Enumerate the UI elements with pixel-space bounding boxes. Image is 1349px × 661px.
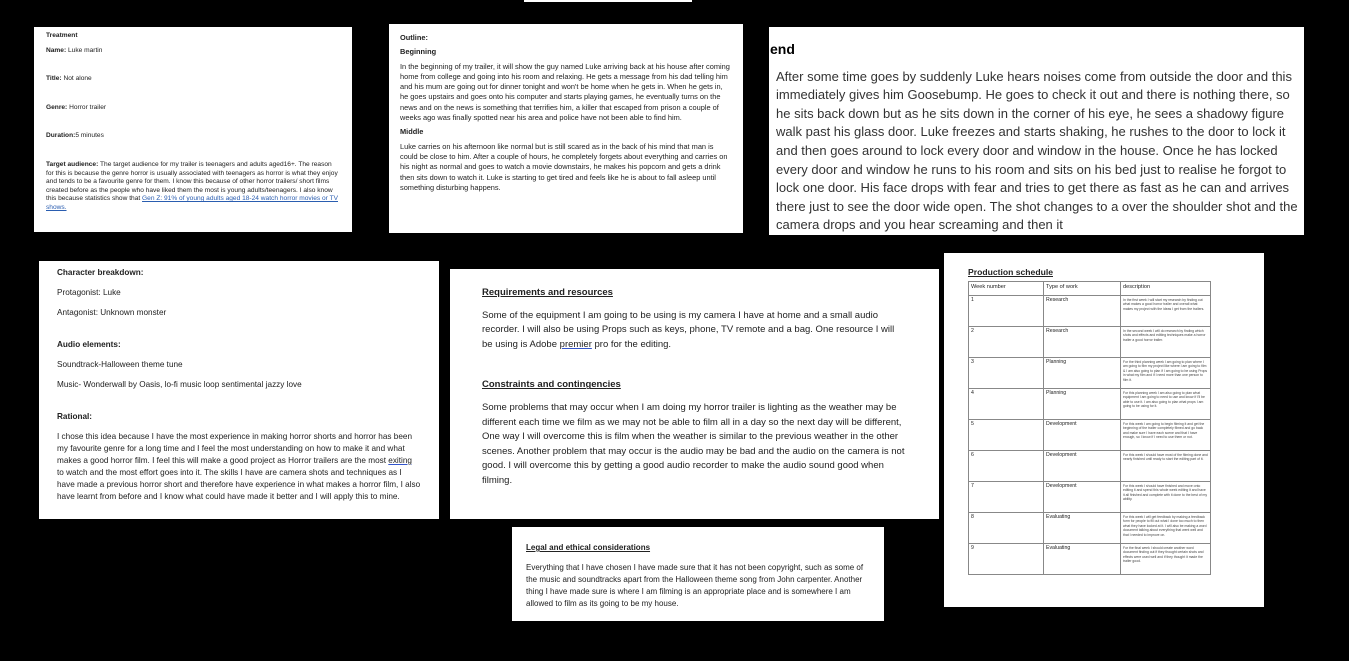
description-cell: In the second week I will do research by finding which shots and effects and editing techniques make a horror trailer a good horror trailer. xyxy=(1121,327,1211,358)
constraints-text: Some problems that may occur when I am doing my horror trailer is lighting as the weather may be different each time we film as we may not be able to film all in a day so the next day will be different, One way I will overcome this is film when the weather is similar to the previous weather in the other scenes. Another problem that may occur is the audio may be bad and the audio on the camera is not good. I will overcome this by getting a good audio recorder to make the audio sound good when filming. xyxy=(482,401,905,486)
middle-text: Luke carries on his afternoon like normal but is still scared as in the back of his mind that man is could be close to him. After a couple of hours, he completely forgets about everything and carries on his night as normal and goes to watch a movie downstairs, he makes his popcorn and gets a drink then sits down to watch it. Luke is starting to get tired and feels like he is about to fall asleep until something disturbing happens. xyxy=(400,141,728,192)
type-cell: Development xyxy=(1044,420,1121,451)
description-cell: In the first week I will start my research by finding out what makes a good horror trailer and overall what makes my project with the ideas I get from the trailers. xyxy=(1121,296,1211,327)
ending-text: After some time goes by suddenly Luke hears noises come from outside the door and this immediately gives him Goosebump. He goes to check it out and there is nothing there, so he sits back down but as he sits down in the corner of his eye, he sees a shadowy figure walk past his glass door. Luke freezes and starts shaking, he rushes to the door to lock it and then goes around to lock every door and window in the house. Once he has locked every door and window he runs to his room and sits on his bed just to realise he forgot to lock one door. His face drops with fear and tries to get there as fast as he can and arrives there just to see the door wide open. The shot changes to a over the shoulder shot and the camera drops and you hear screaming and then it xyxy=(776,68,1298,233)
table-row xyxy=(969,420,1211,451)
legal-text: Everything that I have chosen I have made sure that it has not been copyright, such as some of the music and soundtracks apart from the Halloween theme song from John carpenter. Another thing I have made sure is where I am filming is an appropriate place and is somewhere I am allowed to film as its going to be my house. xyxy=(526,563,864,608)
description-cell: For this week I will get feedback by making a feedback form for people to fill out what I done too much to then what they have looked at it. I will also be making a word document talking about everything that went well and that I needed to improve on. xyxy=(1121,513,1211,544)
col-week: Week number xyxy=(969,282,1044,296)
week-cell: 8 xyxy=(969,513,1044,544)
treatment-card xyxy=(34,27,352,232)
protagonist: Protagonist: Luke xyxy=(57,288,121,297)
week-cell: 3 xyxy=(969,358,1044,389)
type-cell: Development xyxy=(1044,451,1121,482)
beginning-text: In the beginning of my trailer, it will show the guy named Luke arriving back at his house after coming home from college and going into his room and relaxing. He gets a message from his dad telling him and his mum are going out for dinner tonight and won't be home when he gets in. When he gets in, he goes upstairs and goes onto his computer and starts playing games, he eventually turns on the news and on the news is something that terrifies him, a killer that escaped from prison a couple of weeks ago was finally spotted near his area and police have not been able to find him. xyxy=(400,61,730,123)
description-cell: For the final week I should create another word document finding out if they thought certain shots and effects were used well and if they thought it made the trailer good. xyxy=(1121,544,1211,575)
statistics-link[interactable]: Gen Z: 91% of young adults aged 18-24 watch horror movies or TV shows. xyxy=(46,195,338,211)
type-cell: Evaluating xyxy=(1044,513,1121,544)
legal-heading: Legal and ethical considerations xyxy=(526,543,651,552)
week-cell: 9 xyxy=(969,544,1044,575)
requirements-text: Some of the equipment I am going to be using is my camera I have at home and a small audio recorder. I will also be using Props such as keys, phone, TV remote and a bag. One resource I will be using is Adobe premier pro for the editing. xyxy=(482,309,895,350)
character-heading: Character breakdown: xyxy=(57,268,144,277)
table-row xyxy=(969,544,1211,575)
flagged-word: premier xyxy=(559,338,592,350)
constraints-heading: Constraints and contingencies xyxy=(482,379,621,391)
antagonist: Antagonist: Unknown monster xyxy=(57,308,167,317)
audio-heading: Audio elements: xyxy=(57,340,121,349)
schedule-header-row xyxy=(969,282,1211,296)
description-cell: For this week I am going to begin filming it and get the beginning of the trailer completely filmed and go back and make sure I have each scene and that I have enough, so I know if I need to use them or not. xyxy=(1121,420,1211,451)
table-row xyxy=(969,513,1211,544)
type-cell: Planning xyxy=(1044,389,1121,420)
week-cell: 6 xyxy=(969,451,1044,482)
treatment-title: Title: Not alone xyxy=(46,75,92,83)
rational-heading: Rational: xyxy=(57,412,93,421)
schedule-title: Production schedule xyxy=(968,267,1053,277)
type-cell: Evaluating xyxy=(1044,544,1121,575)
rational-text: I chose this idea because I have the most experience in making horror shorts and horror has been my favourite genre for a long time and I feel the most understanding on how to make it and what makes a good horror film. I feel this will make a good project as Horror trailers are the most exiting to watch and the most effort goes into it. The skills I have are camera shots and techniques as I have made a previous horror short and therefore have experience in what makes a horror film, I also have learnt from before and I know what could have made it better and I will apply this to mine. xyxy=(57,432,421,501)
table-row xyxy=(969,482,1211,513)
top-edge-strip xyxy=(524,0,692,2)
character-card xyxy=(39,261,439,519)
treatment-name: Name: Luke martin xyxy=(46,46,103,54)
beginning-heading: Beginning xyxy=(400,47,437,57)
requirements-heading: Requirements and resources xyxy=(482,287,613,298)
week-cell: 2 xyxy=(969,327,1044,358)
type-cell: Planning xyxy=(1044,358,1121,389)
week-cell: 1 xyxy=(969,296,1044,327)
schedule-table xyxy=(968,281,1211,575)
middle-heading: Middle xyxy=(400,127,424,137)
music: Music- Wonderwall by Oasis, lo-fi music loop sentimental jazzy love xyxy=(57,380,302,389)
misspelled-word: exiting xyxy=(388,456,412,465)
table-row xyxy=(969,451,1211,482)
col-type: Type of work xyxy=(1044,282,1121,296)
outline-card xyxy=(389,24,743,233)
outline-heading: Outline: xyxy=(400,33,428,42)
table-row xyxy=(969,389,1211,420)
table-row xyxy=(969,296,1211,327)
requirements-card xyxy=(450,269,939,519)
treatment-genre: Genre: Horror trailer xyxy=(46,103,107,111)
description-cell: For the third planning week I am going to plan where I am going to film my project like where I am going to film & I am also going to plan if I am going to be using Props in what my film and if I need more than one person to film it. xyxy=(1121,358,1211,389)
schedule-card xyxy=(944,253,1264,607)
week-cell: 7 xyxy=(969,482,1044,513)
ending-heading: end xyxy=(770,41,795,57)
ending-card xyxy=(769,27,1304,235)
treatment-heading: Treatment xyxy=(46,32,78,39)
treatment-audience: Target audience: The target audience for my trailer is teenagers and adults aged16+. The reason for this is because the genre horror is usually associated with teenagers as horror is what they enjoy and tends to be a favourite genre for them. I know this because of other horror trailers/ short films created before as the people who have liked them the most is young adults/teenagers. I also know this because statistics show that Gen Z: 91% of young adults aged 18-24 watch horror movies or TV shows. xyxy=(46,160,338,211)
week-cell: 4 xyxy=(969,389,1044,420)
type-cell: Development xyxy=(1044,482,1121,513)
description-cell: For this week I should have finished and move onto editing it and spend this whole week editing it and have it all finished and complete with it done to the best of my ability. xyxy=(1121,482,1211,513)
week-cell: 5 xyxy=(969,420,1044,451)
description-cell: For this week I should have most of the filming done and nearly finished until ready to start the editing part of it. xyxy=(1121,451,1211,482)
soundtrack: Soundtrack-Halloween theme tune xyxy=(57,360,183,369)
treatment-duration: Duration:5 minutes xyxy=(46,132,104,140)
type-cell: Research xyxy=(1044,327,1121,358)
description-cell: For this planning week I am also going to plan what equipment I am going to need to use and know if I'll be able to use it. I am also going to plan what props I am going to be using for it. xyxy=(1121,389,1211,420)
table-row xyxy=(969,358,1211,389)
legal-card xyxy=(512,527,884,621)
type-cell: Research xyxy=(1044,296,1121,327)
col-description: description xyxy=(1121,282,1211,296)
table-row xyxy=(969,327,1211,358)
